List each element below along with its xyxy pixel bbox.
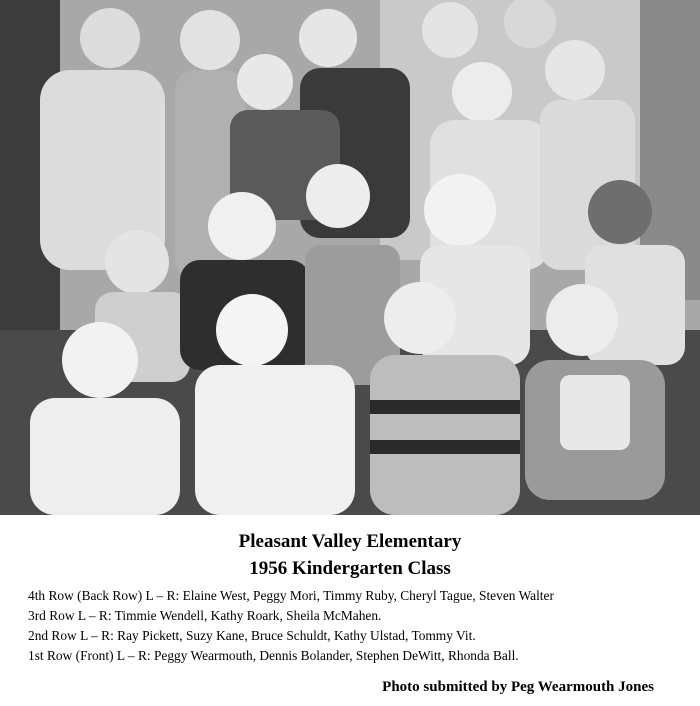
- school-title: Pleasant Valley Elementary: [238, 531, 462, 552]
- class-title: 1956 Kindergarten Class: [249, 558, 451, 579]
- row-2-names: 2nd Row L – R: Ray Pickett, Suzy Kane, Bruce Schuldt, Kathy Ulstad, Tommy Vit.: [28, 628, 476, 643]
- row-4-names: 4th Row (Back Row) L – R: Elaine West, Peggy Mori, Timmy Ruby, Cheryl Tague, Steven Walter: [28, 588, 554, 603]
- photo-credit: Photo submitted by Peg Wearmouth Jones: [382, 679, 654, 695]
- caption: [0, 515, 700, 706]
- row-1-names: 1st Row (Front) L – R: Peggy Wearmouth, Dennis Bolander, Stephen DeWitt, Rhonda Ball.: [28, 648, 519, 663]
- name-rows: [28, 586, 688, 666]
- row-3-names: 3rd Row L – R: Timmie Wendell, Kathy Roark, Sheila McMahen.: [28, 608, 382, 623]
